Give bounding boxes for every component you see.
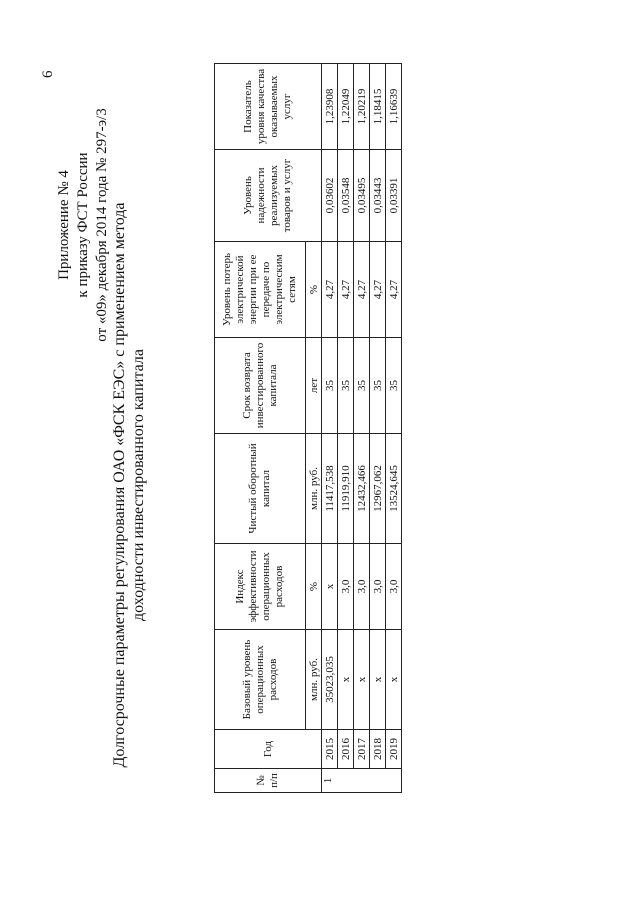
cell-return-period: 35 [370, 338, 386, 434]
cell-year: 2018 [370, 730, 386, 769]
cell-efficiency: 3,0 [354, 544, 370, 630]
unit-working-capital: млн. руб. [306, 434, 322, 544]
cell-base-opex: х [370, 630, 386, 730]
unit-base-opex: млн. руб. [306, 630, 322, 730]
cell-losses: 4,27 [322, 242, 338, 338]
unit-return-period: лет [306, 338, 322, 434]
cell-quality: 1,20219 [354, 64, 370, 150]
cell-working-capital: 11919,910 [338, 434, 354, 544]
appendix-line-1: Приложение № 4 [56, 170, 72, 280]
cell-quality: 1,18415 [370, 64, 386, 150]
table-row [370, 64, 386, 793]
cell-year: 2015 [322, 730, 338, 769]
appendix-block [55, 35, 112, 415]
cell-return-period: 35 [354, 338, 370, 434]
cell-base-opex: х [354, 630, 370, 730]
table-row [386, 64, 402, 793]
header-efficiency: Индекс эффективности операционных расходов [215, 544, 306, 630]
cell-working-capital: 12967,062 [370, 434, 386, 544]
cell-working-capital: 12432,466 [354, 434, 370, 544]
header-working-capital: Чистый оборотный капитал [215, 434, 306, 544]
unit-losses: % [306, 242, 322, 338]
header-quality: Показатель уровня качества оказываемых услуг [215, 64, 322, 150]
row-number: 1 [322, 769, 402, 793]
cell-year: 2016 [338, 730, 354, 769]
cell-efficiency: х [322, 544, 338, 630]
unit-efficiency: % [306, 544, 322, 630]
cell-year: 2019 [386, 730, 402, 769]
cell-losses: 4,27 [370, 242, 386, 338]
cell-reliability: 0,03495 [354, 150, 370, 242]
header-no: № п/п [215, 769, 322, 793]
cell-efficiency: 3,0 [386, 544, 402, 630]
table-row [354, 64, 370, 793]
cell-quality: 1,16639 [386, 64, 402, 150]
cell-efficiency: 3,0 [338, 544, 354, 630]
cell-reliability: 0,03443 [370, 150, 386, 242]
cell-quality: 1,22049 [338, 64, 354, 150]
cell-base-opex: х [386, 630, 402, 730]
cell-efficiency: 3,0 [370, 544, 386, 630]
cell-quality: 1,23908 [322, 64, 338, 150]
parameters-table [214, 63, 402, 793]
header-row [215, 64, 306, 793]
cell-working-capital: 11417,538 [322, 434, 338, 544]
appendix-line-3: от «09» декабря 2014 года № 297-э/3 [94, 108, 110, 342]
header-losses: Уровень потерь электрической энергии при ее передаче по электрическим сетям [215, 242, 306, 338]
cell-losses: 4,27 [338, 242, 354, 338]
header-return-period: Срок возврата инвестированного капитала [215, 338, 306, 434]
cell-working-capital: 13524,645 [386, 434, 402, 544]
cell-reliability: 0,03548 [338, 150, 354, 242]
header-base-opex: Базовый уровень операционных расходов [215, 630, 306, 730]
cell-return-period: 35 [386, 338, 402, 434]
cell-return-period: 35 [338, 338, 354, 434]
appendix-line-2: к приказу ФСТ России [75, 152, 91, 298]
page-number: 6 [40, 70, 56, 78]
header-reliability: Уровень надежности реализуемых товаров и услуг [215, 150, 322, 242]
table-row [338, 64, 354, 793]
cell-base-opex: х [338, 630, 354, 730]
table-title: Долгосрочные параметры регулирования ОАО «ФСК ЕЭС» с применением метода доходности инвестированного капитала [111, 202, 147, 768]
cell-reliability: 0,03391 [386, 150, 402, 242]
cell-losses: 4,27 [354, 242, 370, 338]
cell-return-period: 35 [322, 338, 338, 434]
cell-base-opex: 35023,035 [322, 630, 338, 730]
table-row [322, 64, 338, 793]
header-year: Год [215, 730, 322, 769]
cell-losses: 4,27 [386, 242, 402, 338]
cell-year: 2017 [354, 730, 370, 769]
cell-reliability: 0,03602 [322, 150, 338, 242]
